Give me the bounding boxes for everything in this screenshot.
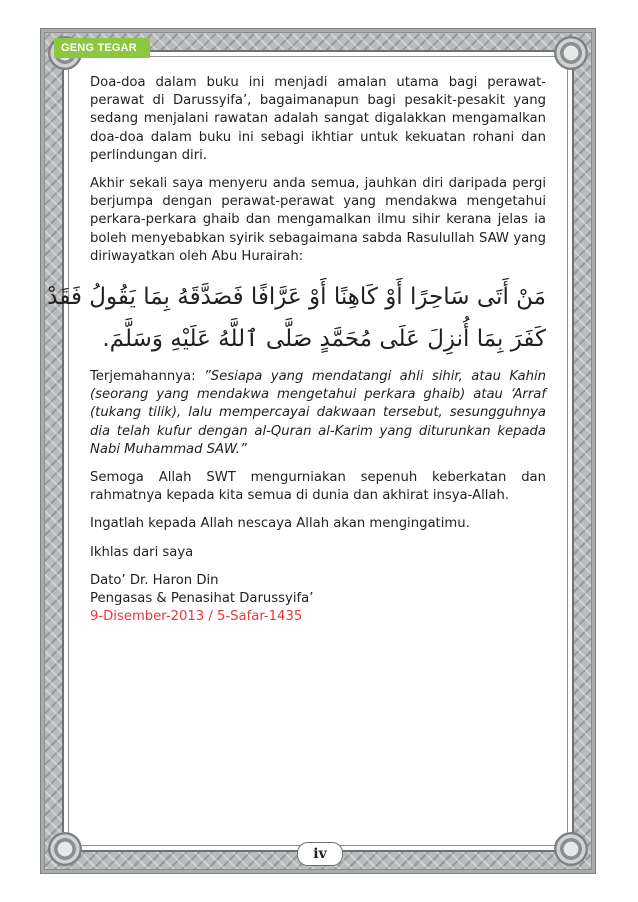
translation-text: ”Sesiapa yang mendatangi ahli sihir, atau Kahin (seorang yang mendakwa mengetahui perkara ghaib) atau ‘Arraf (tukang tilik), lalu mempercayai dakwaan tersebut, sesungguhnya dia telah kufur dengan al-Quran al-Karim yang diturunkan kepada Nabi Muhammad SAW.” — [90, 369, 546, 457]
signature-block — [90, 572, 546, 627]
paragraph-reminder: Ingatlah kepada Allah nescaya Allah akan mengingatimu. — [90, 516, 470, 532]
page-content — [47, 74, 546, 626]
corner-ornament-bottom-right — [554, 832, 588, 866]
translation-label: Terjemahannya: — [90, 369, 204, 385]
paragraph-warning: Akhir sekali saya menyeru anda semua, jauhkan diri daripada pergi berjumpa dengan perawat-perawat yang mendakwa mengetahui perkara-perkara ghaib dan mengamalkan ilmu sihir kerana jelas ia boleh menyebabkan syirik sebagaimana sabda Rasulullah SAW yang diriwayatkan oleh Abu Hurairah: — [90, 176, 546, 264]
page-number: iv — [297, 842, 343, 866]
arabic-hadith — [47, 276, 546, 360]
paragraph-translation — [90, 368, 546, 459]
closing-line: Ikhlas dari saya — [90, 544, 194, 560]
header-tag: GENG TEGAR — [54, 38, 150, 58]
arabic-line-1: مَنْ أَتَى سَاحِرًا أَوْ كَاهِنًا أَوْ عَرَّافًا فَصَدَّقَهُ بِمَا يَقُولُ فَقَدْ — [47, 284, 546, 311]
signature-title: Pengasas & Penasihat Darussyifa’ — [90, 591, 314, 607]
arabic-line-2: كَفَرَ بِمَا أُنزِلَ عَلَى مُحَمَّدٍ صَلَّى ٱللَّهُ عَلَيْهِ وَسَلَّمَ. — [102, 326, 546, 353]
signature-name: Dato’ Dr. Haron Din — [90, 572, 219, 588]
signature-date: 9-Disember-2013 / 5-Safar-1435 — [90, 609, 303, 625]
paragraph-intro: Doa-doa dalam buku ini menjadi amalan utama bagi perawat-perawat di Darussyifa’, bagaimanapun bagi pesakit-pesakit yang sedang menjalani rawatan adalah sangat digalakkan mengamalkan doa-doa dalam buku ini sebagi ikhtiar untuk kekuatan rohani dan perlindungan diri. — [90, 75, 546, 163]
paragraph-blessing: Semoga Allah SWT mengurniakan sepenuh keberkatan dan rahmatnya kepada kita semua di dunia dan akhirat insya-Allah. — [90, 470, 546, 504]
corner-ornament-top-right — [554, 36, 588, 70]
corner-ornament-bottom-left — [48, 832, 82, 866]
